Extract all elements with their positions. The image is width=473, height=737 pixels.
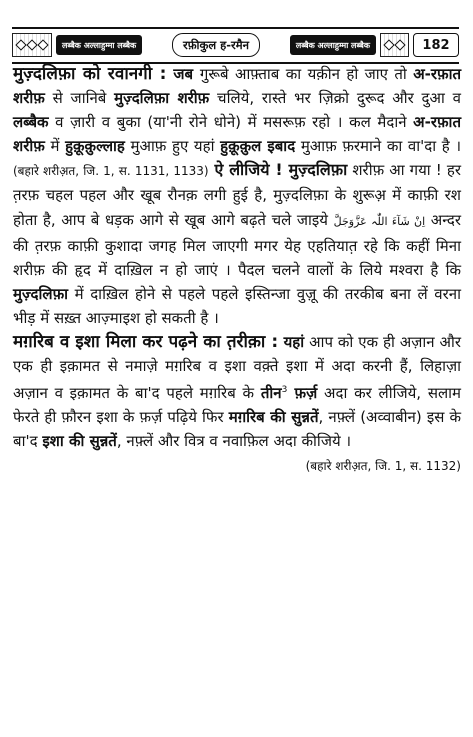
- bold-text: लब्बैक: [13, 113, 49, 132]
- chapter-title: रफ़ीकुल ह-रमैन: [172, 33, 260, 57]
- paragraph-tariqa: [13, 330, 461, 453]
- header-banner-left: लब्बैक अल्लाहुम्मा लब्बैक: [56, 35, 142, 55]
- section-heading: मुज़्दलिफ़ा को रवानगी :: [13, 64, 167, 84]
- reference-citation: (बहारे शरीअ़त, जि. 1, स. 1132): [305, 458, 461, 473]
- body-text: अदा कर लीजिये, सलाम फेरते ही फ़ौरन इशा के फ़र्ज़ पढ़िये फिर: [13, 384, 461, 427]
- page-header: [12, 29, 459, 61]
- body-text: से जानिबे: [44, 89, 115, 108]
- header-banner-right: लब्बैक अल्लाहुम्मा लब्बैक: [290, 35, 376, 55]
- bold-text: जब: [166, 65, 200, 83]
- body-text: में: [44, 137, 66, 156]
- bold-text: हुक़ूक़ुल्लाह: [65, 137, 125, 156]
- arabic-phrase: اِنْ شَآءَ اللّٰہ عَزَّوَجَلَّ: [333, 214, 426, 228]
- body-text: अन्दर की त़रफ़ काफ़ी कुशादा जगह मिल जाएगी मगर येह एहतियात़ रहे कि कहीं मिना शरीफ़ की हृद में दाख़िल न हो जाएं । पैदल चलने वालों के लिये मश्वरा है कि: [13, 210, 461, 279]
- body-text: गुरूबे आफ़्ताब का यक़ीन हो जाए तो: [199, 65, 414, 83]
- bold-text: इशा की सुन्नतें: [42, 432, 117, 451]
- bold-text: फ़र्ज़: [287, 384, 318, 403]
- body-text: में दाख़िल होने से पहले पहले इस्तिन्जा वुज़ू की तरकीब बना लें वरना भीड़ में सख़्त आज़्माइश हो सकती है ।: [13, 284, 461, 327]
- body-text: , नफ़्लें और वित्र व नवाफ़िल अदा कीजिये ।: [116, 432, 352, 451]
- header-ornament-left: [12, 32, 142, 58]
- ornament-band-icon: [380, 33, 409, 57]
- header-ornament-right: [290, 32, 459, 58]
- bold-text: मुज़्दलिफ़ा शरीफ़: [114, 89, 210, 108]
- bold-text: मुज़्दलिफ़ा: [13, 284, 69, 303]
- bold-text: अ-रफ़ात शरीफ़: [13, 113, 461, 156]
- bold-text: ऐ लीजिये ! मुज़्दलिफ़ा: [208, 160, 348, 180]
- section-heading: मग़रिब व इशा मिला कर पढ़ने का त़रीक़ा :: [13, 332, 279, 353]
- body-text: मुआफ़ फ़रमाने का वा'दा है ।: [295, 137, 462, 156]
- page-body: [13, 62, 461, 478]
- page-number: 182: [413, 33, 459, 57]
- body-text: , नफ़्लें (अव्वाबीन) इस के बा'द: [13, 408, 461, 451]
- bold-text: अ-रफ़ात शरीफ़: [13, 65, 462, 108]
- bold-text: मग़रिब की सुन्नतें: [228, 408, 319, 427]
- superscript-number: 3: [281, 385, 288, 396]
- ornament-band-icon: [12, 33, 52, 57]
- body-text: शरीफ़ आ गया ! हर त़रफ़ चहल पहल और खूब रौनक़ लगी हुई है, मुज़्दलिफ़ा के शुरूअ़ में काफ़ी रश होता है, आप बे धड़क आगे से खूब आगे बढ़ते चले जाइये: [13, 161, 461, 229]
- bold-text: तीन: [260, 384, 282, 403]
- reference-citation: (बहारे शरीअ़त, जि. 1, स. 1131, 1133): [13, 164, 209, 179]
- body-text: मुआफ़ हुए यहां: [124, 137, 221, 156]
- paragraph-rawangi: [13, 62, 461, 330]
- body-text: व ज़ारी व बुका (या'नी रोने धोने) में मसरूफ़ रहो । कल मैदाने: [48, 113, 414, 132]
- body-text: आप को एक ही अज़ान और एक ही इक़ामत से नमाज़े मग़रिब व इशा वक़्ते इशा में अदा करनी हैं, लिहाज़ा अज़ान व इक़ामत के बा'द पहले मग़रिब के: [13, 333, 462, 403]
- body-text: चलिये, रास्ते भर ज़िक्रो दुरूद और दुआ व: [209, 89, 461, 108]
- bold-text: यहां: [278, 333, 305, 352]
- bold-text: हुक़ूक़ुल इबाद: [220, 137, 296, 156]
